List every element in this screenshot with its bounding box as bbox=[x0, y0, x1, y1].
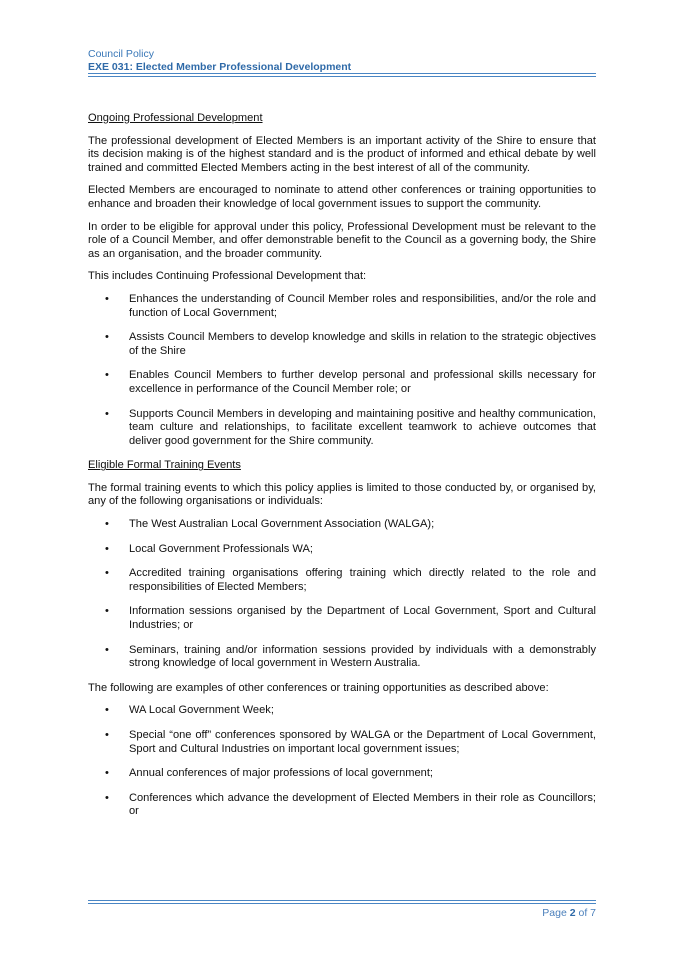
page-number bbox=[542, 907, 596, 919]
bullet-icon: • bbox=[105, 518, 109, 531]
list-item: • Assists Council Members to develop knowledge and skills in relation to the strategic objectives of the Shire bbox=[105, 331, 596, 357]
bullet-list-organisations bbox=[88, 518, 596, 671]
bullet-list-cpd bbox=[88, 293, 596, 448]
paragraph: The following are examples of other conferences or training opportunities as described above: bbox=[88, 681, 549, 694]
paragraph: The formal training events to which this policy applies is limited to those conducted by, or organised by, any of the following organisations or individuals: bbox=[88, 481, 596, 508]
list-item: • Seminars, training and/or information sessions provided by individuals with a demonstrably strong knowledge of local government in Western Australia. bbox=[105, 643, 596, 670]
bullet-icon: • bbox=[105, 331, 109, 344]
bullet-icon: • bbox=[105, 542, 109, 555]
list-item: • Supports Council Members in developing and maintaining positive and healthy communication, team culture and relationships, to facilitate excellent teamwork to achieve outcomes that deliver good government for the Shire community. bbox=[105, 407, 596, 447]
list-item: • WA Local Government Week; bbox=[105, 704, 274, 717]
header-category: Council Policy bbox=[88, 48, 154, 60]
footer-rule bbox=[88, 900, 596, 904]
list-item: • Information sessions organised by the Department of Local Government, Sport and Cultural Industries; or bbox=[105, 605, 596, 632]
list-item: • Enables Council Members to further develop personal and professional skills necessary for excellence in performance of the Council Member role; or bbox=[105, 369, 596, 395]
page-header bbox=[88, 48, 596, 74]
paragraph: This includes Continuing Professional Development that: bbox=[88, 270, 367, 283]
bullet-icon: • bbox=[105, 704, 109, 717]
bullet-icon: • bbox=[105, 643, 109, 656]
list-item: • Conferences which advance the development of Elected Members in their role as Councillors; or bbox=[105, 791, 596, 818]
list-item: • The West Australian Local Government Association (WALGA); bbox=[105, 518, 435, 531]
bullet-list-examples bbox=[88, 704, 596, 819]
current-page: 2 bbox=[569, 907, 576, 919]
section-heading-ongoing: Ongoing Professional Development bbox=[88, 112, 263, 124]
bullet-icon: • bbox=[105, 407, 109, 420]
header-policy-title: EXE 031: Elected Member Professional Development bbox=[88, 61, 352, 73]
paragraph: In order to be eligible for approval under this policy, Professional Development must be relevant to the role of a Council Member, and offer demonstrable benefit to the Council as a governing body, the Shire as an organisation, and the broader community. bbox=[88, 220, 596, 260]
list-item: • Special “one off” conferences sponsored by WALGA or the Department of Local Government, Sport and Cultural Industries on important local government issues; bbox=[105, 729, 596, 755]
bullet-icon: • bbox=[105, 791, 109, 804]
list-item: • Local Government Professionals WA; bbox=[105, 542, 313, 555]
bullet-icon: • bbox=[105, 605, 109, 618]
document-body bbox=[88, 112, 596, 830]
page-prefix: Page bbox=[542, 907, 567, 919]
header-rule bbox=[88, 73, 596, 77]
page-total: of 7 bbox=[578, 907, 596, 919]
bullet-icon: • bbox=[105, 567, 109, 580]
section-heading-eligible: Eligible Formal Training Events bbox=[88, 459, 241, 472]
bullet-icon: • bbox=[105, 369, 109, 382]
bullet-icon: • bbox=[105, 729, 109, 741]
paragraph: The professional development of Elected Members is an important activity of the Shire to ensure that its decision making is of the highest standard and is the product of informed and ethical debate by well trained and committed Elected Members acting in the best interest of all of the community. bbox=[88, 134, 596, 174]
list-item: • Accredited training organisations offering training which directly related to the role and responsibilities of Elected Members; bbox=[105, 567, 596, 593]
bullet-icon: • bbox=[105, 292, 109, 305]
bullet-icon: • bbox=[105, 767, 109, 780]
paragraph: Elected Members are encouraged to nominate to attend other conferences or training opportunities to enhance and broaden their knowledge of local government issues to support the community. bbox=[88, 184, 596, 210]
list-item: • Annual conferences of major professions of local government; bbox=[105, 767, 434, 780]
list-item: • Enhances the understanding of Council Member roles and responsibilities, and/or the role and function of Local Government; bbox=[105, 292, 596, 319]
